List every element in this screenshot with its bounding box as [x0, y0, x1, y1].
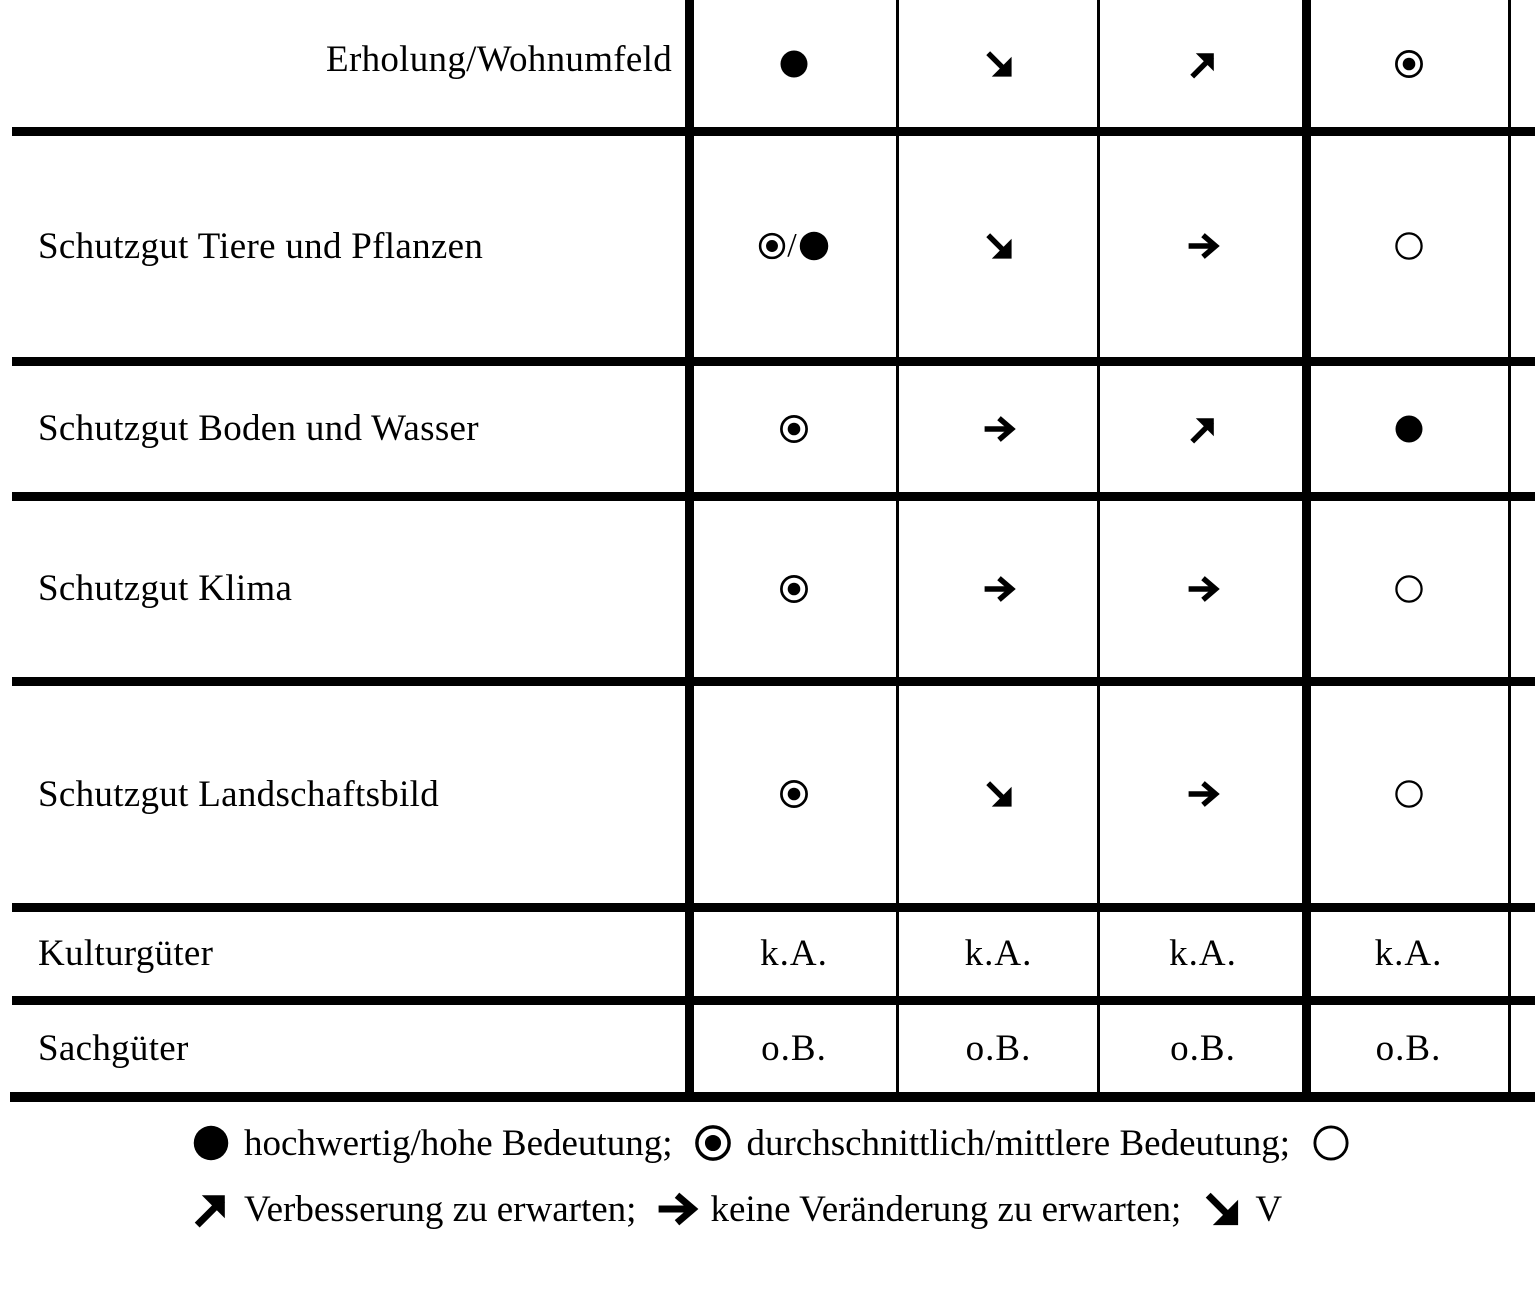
row-label: Schutzgut Boden und Wasser: [38, 408, 479, 449]
slash-separator: /: [787, 227, 797, 264]
dot-circle-icon: [776, 776, 812, 812]
table-cell: [690, 361, 898, 496]
table-cell: [1099, 907, 1307, 1000]
arrow-right-icon: [1185, 571, 1221, 607]
row-label: Schutzgut Tiere und Pflanzen: [38, 225, 484, 267]
table-cell: [1099, 496, 1307, 681]
table-cell: [1099, 681, 1307, 907]
row-label: Erholung/Wohnumfeld: [326, 39, 672, 80]
table-cell: [1307, 361, 1510, 496]
arrow-up-right-icon: [188, 1186, 234, 1232]
cell-value: o.B.: [1170, 1027, 1236, 1069]
vertical-rule: [685, 0, 694, 1096]
arrow-right-icon: [1185, 776, 1221, 812]
empty-circle-icon: [1308, 1120, 1354, 1166]
row-label: Kulturgüter: [38, 933, 214, 974]
row-label: Schutzgut Landschaftsbild: [38, 773, 440, 815]
table-cell: [690, 0, 898, 128]
legend-text: Verbesserung zu erwarten;: [244, 1188, 637, 1230]
arrow-up-right-icon: [1185, 46, 1221, 82]
cell-value: k.A.: [1374, 933, 1443, 974]
legend-significance: [188, 1120, 1364, 1166]
table-cell: [1307, 131, 1510, 361]
table-cell: [1307, 0, 1510, 128]
empty-circle-icon: [1391, 571, 1427, 607]
arrow-down-right-icon: [981, 228, 1017, 264]
dot-circle-icon: [1391, 46, 1427, 82]
table-cell: [690, 907, 898, 1000]
table-cell: [898, 1000, 1099, 1096]
arrow-right-icon: [981, 411, 1017, 447]
table-cell: [1099, 131, 1307, 361]
empty-circle-icon: [1391, 228, 1427, 264]
table-cell: [1099, 1000, 1307, 1096]
table-cell: [898, 361, 1099, 496]
table-cell: [1307, 1000, 1510, 1096]
dot-circle-slash-filled-circle-icon: [755, 227, 832, 265]
table-cell: [898, 131, 1099, 361]
table-cell: [898, 0, 1099, 128]
table-cell: [690, 1000, 898, 1096]
arrow-right-icon: [654, 1186, 700, 1232]
arrow-down-right-icon: [981, 776, 1017, 812]
arrow-right-icon: [981, 571, 1017, 607]
vertical-rule: [1508, 0, 1511, 1094]
legend-text: V: [1255, 1188, 1283, 1230]
table-cell: [1307, 681, 1510, 907]
arrow-right-icon: [1185, 228, 1221, 264]
legend-text: durchschnittlich/mittlere Bedeutung;: [746, 1122, 1291, 1164]
row-label: Schutzgut Klima: [38, 568, 293, 609]
dot-circle-icon: [755, 229, 789, 263]
table-cell: [898, 907, 1099, 1000]
filled-circle-icon: [776, 46, 812, 82]
table-cell: [898, 681, 1099, 907]
cell-value: k.A.: [760, 933, 828, 974]
cell-value: o.B.: [965, 1027, 1032, 1069]
table-cell: [690, 131, 898, 361]
vertical-rule: [1302, 0, 1311, 1096]
filled-circle-icon: [1391, 411, 1427, 447]
cell-value: o.B.: [761, 1027, 827, 1069]
row-label: Sachgüter: [38, 1027, 189, 1069]
dot-circle-icon: [776, 571, 812, 607]
arrow-up-right-icon: [1185, 411, 1221, 447]
table-cell: [690, 681, 898, 907]
legend-text: hochwertig/hohe Bedeutung;: [244, 1122, 673, 1164]
arrow-down-right-icon: [981, 46, 1017, 82]
empty-circle-icon: [1391, 776, 1427, 812]
dot-circle-icon: [776, 411, 812, 447]
filled-circle-icon: [188, 1120, 234, 1166]
table-cell: [1099, 361, 1307, 496]
table-cell: [1099, 0, 1307, 128]
table-cell: [898, 496, 1099, 681]
cell-value: k.A.: [1169, 933, 1237, 974]
cell-value: k.A.: [964, 933, 1033, 974]
table-cell: [690, 496, 898, 681]
legend-trend: [188, 1186, 1282, 1232]
vertical-rule: [896, 0, 899, 1094]
table-cell: [1307, 907, 1510, 1000]
table-cell: [1307, 496, 1510, 681]
dot-circle-icon: [690, 1120, 736, 1166]
legend-text: keine Veränderung zu erwarten;: [710, 1188, 1182, 1230]
filled-circle-icon: [795, 227, 833, 265]
arrow-down-right-icon: [1199, 1186, 1245, 1232]
cell-value: o.B.: [1375, 1027, 1442, 1069]
vertical-rule: [1097, 0, 1100, 1094]
